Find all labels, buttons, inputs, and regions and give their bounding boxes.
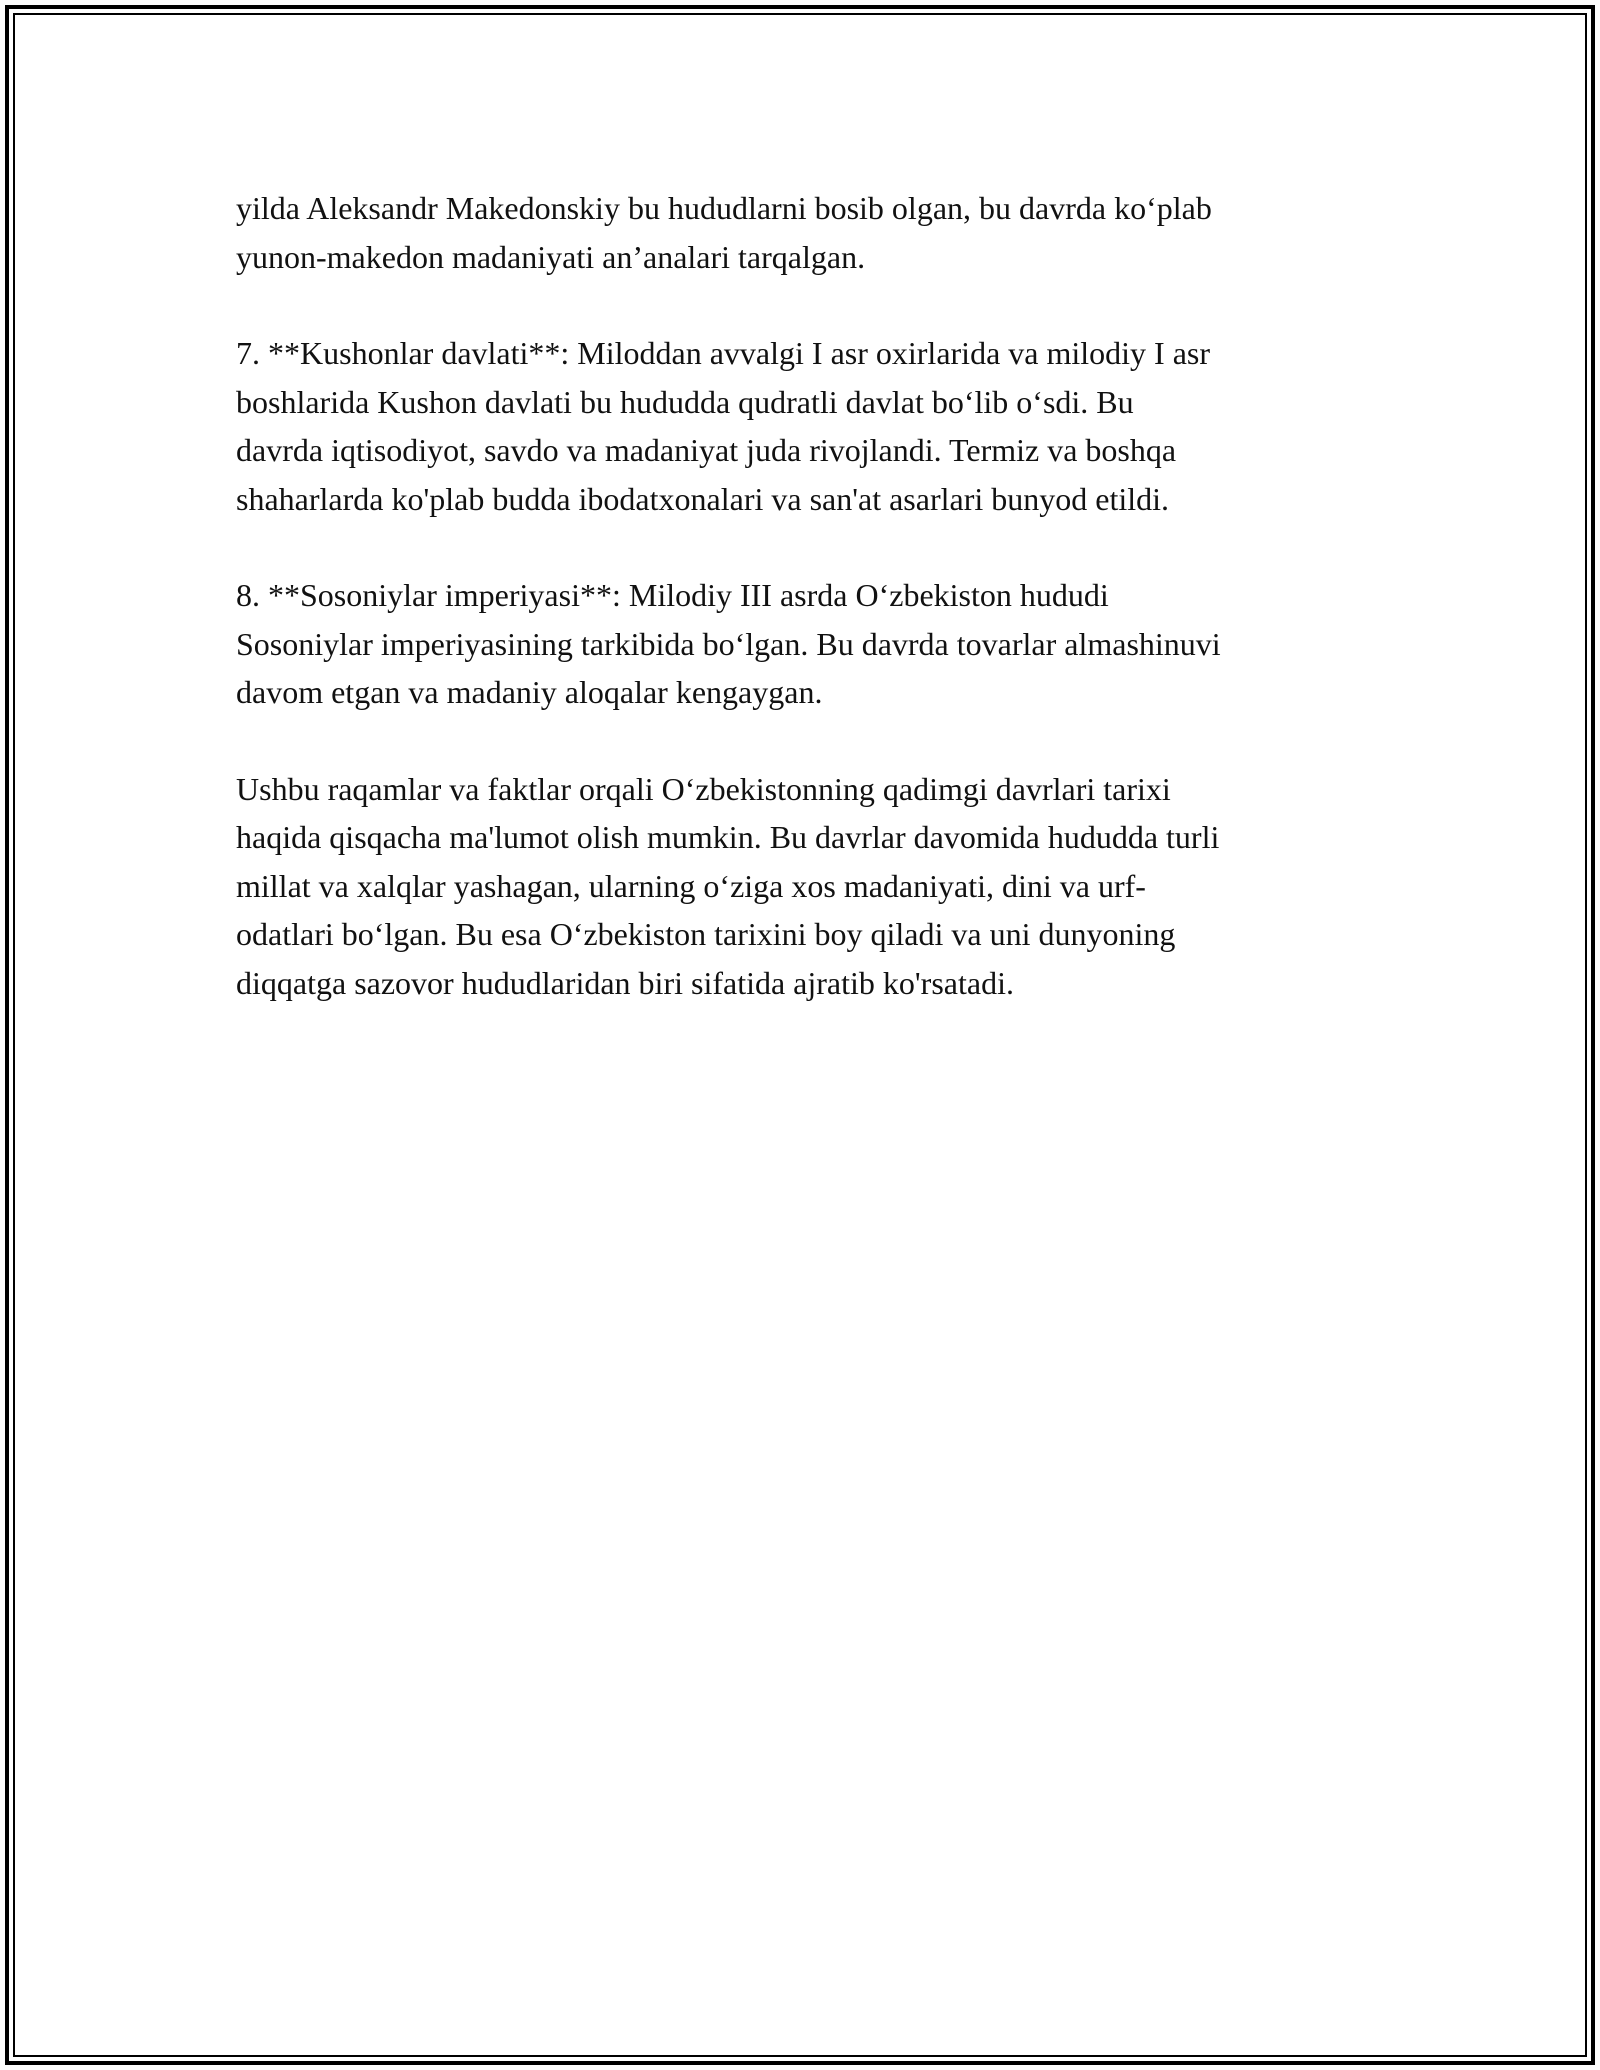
- text-line: millat va xalqlar yashagan, ularning o‘ziga xos madaniyati, dini va urf-: [236, 867, 1146, 904]
- text-line: haqida qisqacha ma'lumot olish mumkin. Bu davrlar davomida hududda turli: [236, 819, 1220, 855]
- paragraph-kushonlar: [236, 329, 1371, 523]
- text-line: yilda Aleksandr Makedonskiy bu hududlarni bosib olgan, bu davrda ko‘plab: [236, 190, 1212, 226]
- text-line: diqqatga sazovor hududlaridan biri sifatida ajratib ko'rsatadi.: [236, 964, 1014, 1001]
- text-line: Ushbu raqamlar va faktlar orqali O‘zbekistonning qadimgi davrlari tarixi: [236, 770, 1171, 807]
- text-line: 7. **Kushonlar davlati**: Miloddan avvalgi I asr oxirlarida va milodiy I asr: [236, 335, 1210, 371]
- document-body: [236, 184, 1371, 1055]
- paragraph-sosoniylar: [236, 571, 1371, 717]
- text-line: Sosoniylar imperiyasining tarkibida bo‘lgan. Bu davrda tovarlar almashinuvi: [236, 625, 1221, 662]
- text-line: shaharlarda ko'plab budda ibodatxonalari va san'at asarlari bunyod etildi.: [236, 480, 1169, 517]
- text-line: boshlarida Kushon davlati bu hududda qudratli davlat bo‘lib o‘sdi. Bu: [236, 383, 1134, 420]
- text-line: davrda iqtisodiyot, savdo va madaniyat juda rivojlandi. Termiz va boshqa: [236, 432, 1177, 468]
- text-line: davom etgan va madaniy aloqalar kengaygan.: [236, 674, 823, 710]
- text-line: odatlari bo‘lgan. Bu esa O‘zbekiston tarixini boy qiladi va uni dunyoning: [236, 916, 1176, 952]
- text-line: yunon-makedon madaniyati an’analari tarqalgan.: [236, 238, 866, 275]
- paragraph-conclusion: [236, 765, 1371, 1008]
- text-line: 8. **Sosoniylar imperiyasi**: Milodiy III asrda O‘zbekiston hududi: [236, 577, 1109, 613]
- paragraph-makedonskiy: [236, 184, 1371, 281]
